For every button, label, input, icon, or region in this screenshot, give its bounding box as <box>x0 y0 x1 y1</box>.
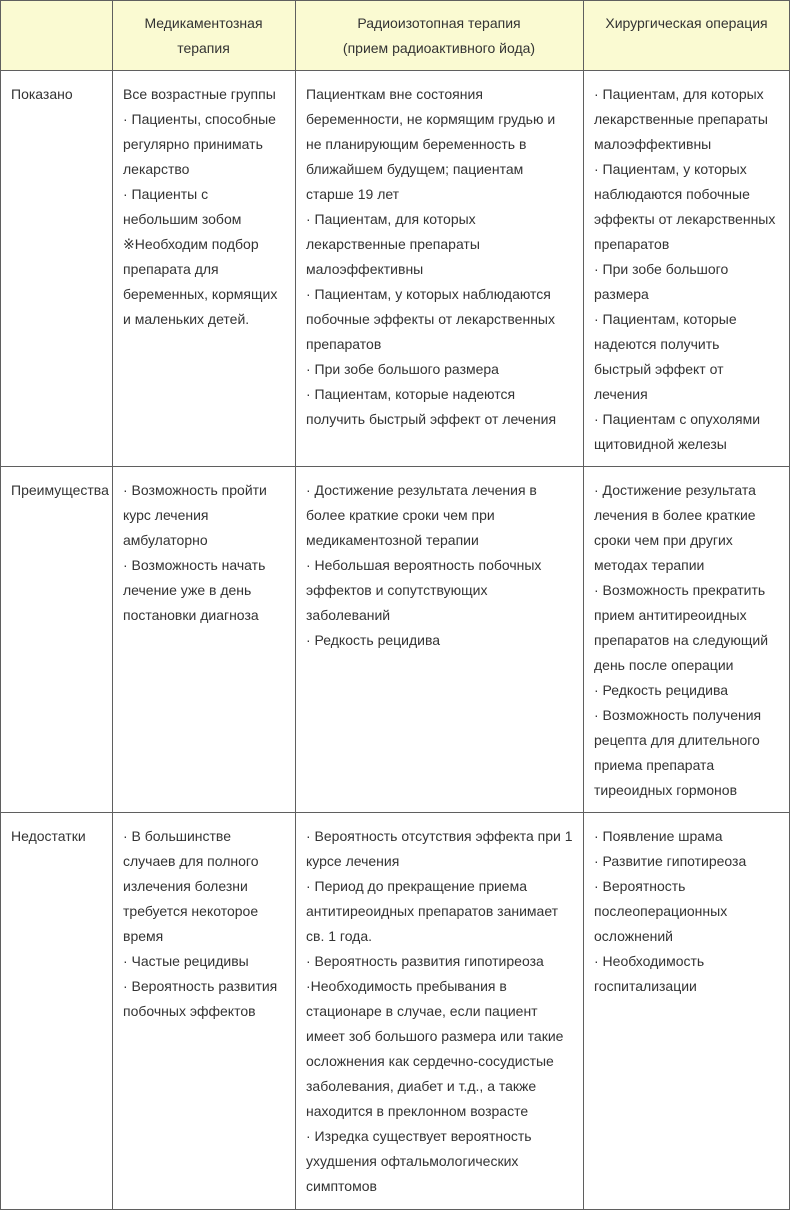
cell-text-line: препаратов <box>594 236 670 252</box>
cell-text-line: заболеваний <box>306 607 391 623</box>
row-label-disadvantages: Недостатки <box>11 828 86 844</box>
cell-text-line: симптомов <box>306 1178 377 1194</box>
cell-text-line: · Небольшая вероятность побочных <box>306 557 542 573</box>
cell-text-line: более краткие сроки чем при <box>306 507 495 523</box>
cell-text-line: · Возможность начать <box>123 557 266 573</box>
cell-text-line: заболевания, диабет и т.д., а также <box>306 1078 537 1094</box>
cell-text-line: · При зобе большого <box>594 261 729 277</box>
cell-text-line: · Возможность пройти <box>123 482 267 498</box>
cell-text-line: надеются получить <box>594 336 720 352</box>
cell-text-line: лекарственные препараты <box>594 111 768 127</box>
cell-text-line: регулярно принимать <box>123 136 263 152</box>
cell-text-line: беременности, не кормящим грудью и <box>306 111 556 127</box>
cell-text-line: методах терапии <box>594 557 705 573</box>
cell-text-line: старше 19 лет <box>306 186 400 202</box>
cell-text-line: · Редкость рецидива <box>306 632 441 648</box>
cell-text-line: амбулаторно <box>123 532 208 548</box>
cell-text-line: · Пациенты, способные <box>123 111 276 127</box>
cell-text-line: · Пациентам, для которых <box>594 86 764 102</box>
header-radioiodine-therapy <box>295 0 583 71</box>
cell-text-line: курс лечения <box>123 507 209 523</box>
cell-text-line: не планирующим беременность в <box>306 136 527 152</box>
cell-text-line: побочных эффектов <box>123 1003 256 1019</box>
cell-text-line: лечения в более краткие <box>594 507 756 523</box>
cell-text-line: тиреоидных гормонов <box>594 782 738 798</box>
cell-text-line: сроки чем при других <box>594 532 733 548</box>
cell-text-line: госпитализации <box>594 978 697 994</box>
cell-text-line: медикаментозной терапии <box>306 532 479 548</box>
table-border-top <box>0 0 790 1</box>
cell-text-line: · Пациентам, у которых наблюдаются <box>306 286 551 302</box>
cell-text-line: препаратов на следующий <box>594 632 769 648</box>
cell-text-line: излечения болезни <box>123 878 248 894</box>
cell-text-line: · Возможность прекратить <box>594 582 766 598</box>
column-divider <box>583 0 584 1210</box>
cell-text-line: беременных, кормящих <box>123 286 278 302</box>
cell-text-line: и маленьких детей. <box>123 311 250 327</box>
cell-text-line: · Вероятность отсутствия эффекта при 1 <box>306 828 573 844</box>
cell-text-line: · Изредка существует вероятность <box>306 1128 532 1144</box>
cell-text-line: · Пациенты с <box>123 186 209 202</box>
cell-text-line: эффекты от лекарственных <box>594 211 776 227</box>
cell-text-line: быстрый эффект от <box>594 361 724 377</box>
cell-text-line: Все возрастные группы <box>123 86 276 102</box>
cell-text-line: · При зобе большого размера <box>306 361 499 377</box>
cell-text-line: лечение уже в день <box>123 582 252 598</box>
cell-text-line: щитовидной железы <box>594 436 727 452</box>
cell-text-line: лечения <box>594 386 648 402</box>
cell-text-line: · Достижение результата <box>594 482 756 498</box>
cell-text-line: · Редкость рецидива <box>594 682 729 698</box>
column-divider <box>112 0 113 1210</box>
cell-text-line: · В большинстве <box>123 828 232 844</box>
cell-text-line: малоэффективны <box>594 136 712 152</box>
cell-text-line: антитиреоидных препаратов занимает <box>306 903 559 919</box>
cell-text-line: приема препарата <box>594 757 715 773</box>
advantages-surgery <box>594 478 788 803</box>
cell-text-line: · Вероятность развития гипотиреоза <box>306 953 544 969</box>
cell-text-line: время <box>123 928 164 944</box>
cell-text-line: требуется некоторое <box>123 903 259 919</box>
row-divider <box>0 812 790 813</box>
cell-text-line: · Возможность получения <box>594 707 762 723</box>
cell-text-line: · Необходимость <box>594 953 705 969</box>
cell-text-line: · Пациентам, которые надеются <box>306 386 516 402</box>
disadvantages-radioiodine <box>306 824 581 1199</box>
header-surgery <box>583 0 790 71</box>
row-divider <box>0 466 790 467</box>
cell-text-line: св. 1 года. <box>306 928 373 944</box>
disadvantages-surgery <box>594 824 788 999</box>
header-line: (прием радиоактивного йода) <box>342 40 536 56</box>
cell-text-line: · Вероятность развития <box>123 978 278 994</box>
cell-text-line: находится в преклонном возрасте <box>306 1103 529 1119</box>
cell-text-line: ※Необходим подбор <box>123 236 259 252</box>
cell-text-line: размера <box>594 286 649 302</box>
cell-text-line: постановки диагноза <box>123 607 259 623</box>
header-line: терапия <box>177 40 230 56</box>
cell-text-line: ухудшения офтальмологических <box>306 1153 519 1169</box>
cell-text-line: Пациенткам вне состояния <box>306 86 483 102</box>
cell-text-line: курсе лечения <box>306 853 400 869</box>
header-line: Радиоизотопная терапия <box>357 15 521 31</box>
header-line: Хирургическая операция <box>605 15 768 31</box>
cell-text-line: малоэффективны <box>306 261 424 277</box>
cell-text-line: осложнений <box>594 928 673 944</box>
cell-text-line: · Пациентам, у которых <box>594 161 747 177</box>
cell-text-line: лекарство <box>123 161 190 177</box>
cell-text-line: небольшим зобом <box>123 211 242 227</box>
disadvantages-medication <box>123 824 293 1024</box>
cell-text-line: эффектов и сопутствующих <box>306 582 488 598</box>
header-line: Медикаментозная <box>144 15 263 31</box>
cell-text-line: · Частые рецидивы <box>123 953 249 969</box>
cell-text-line: день после операции <box>594 657 734 673</box>
cell-text-line: получить быстрый эффект от лечения <box>306 411 557 427</box>
indications-radioiodine <box>306 82 581 432</box>
cell-text-line: · Развитие гипотиреоза <box>594 853 747 869</box>
advantages-medication <box>123 478 293 628</box>
cell-text-line: случаев для полного <box>123 853 259 869</box>
cell-text-line: · Пациентам, для которых <box>306 211 476 227</box>
cell-text-line: наблюдаются побочные <box>594 186 750 202</box>
cell-text-line: препарата для <box>123 261 219 277</box>
cell-text-line: побочные эффекты от лекарственных <box>306 311 555 327</box>
cell-text-line: ближайшем будущем; пациентам <box>306 161 524 177</box>
cell-text-line: осложнения как сердечно-сосудистые <box>306 1053 554 1069</box>
table-border-left <box>0 0 1 1210</box>
header-divider <box>0 70 790 71</box>
indications-medication <box>123 82 293 332</box>
cell-text-line: · Вероятность <box>594 878 686 894</box>
cell-text-line: препаратов <box>306 336 382 352</box>
cell-text-line: стационаре в случае, если пациент <box>306 1003 538 1019</box>
header-medication-therapy <box>112 0 295 71</box>
cell-text-line: · Пациентам, которые <box>594 311 737 327</box>
column-divider <box>295 0 296 1210</box>
cell-text-line: · Появление шрама <box>594 828 723 844</box>
cell-text-line: ·Необходимость пребывания в <box>306 978 507 994</box>
cell-text-line: прием антитиреоидных <box>594 607 747 623</box>
cell-text-line: · Период до прекращение приема <box>306 878 527 894</box>
row-label-advantages: Преимущества <box>11 482 109 498</box>
cell-text-line: имеет зоб большого размера или такие <box>306 1028 564 1044</box>
cell-text-line: · Достижение результата лечения в <box>306 482 537 498</box>
cell-text-line: рецепта для длительного <box>594 732 760 748</box>
cell-text-line: лекарственные препараты <box>306 236 480 252</box>
advantages-radioiodine <box>306 478 581 653</box>
header-corner <box>0 0 112 71</box>
row-label-indications: Показано <box>11 86 73 102</box>
cell-text-line: послеоперационных <box>594 903 728 919</box>
indications-surgery <box>594 82 788 457</box>
cell-text-line: · Пациентам с опухолями <box>594 411 761 427</box>
